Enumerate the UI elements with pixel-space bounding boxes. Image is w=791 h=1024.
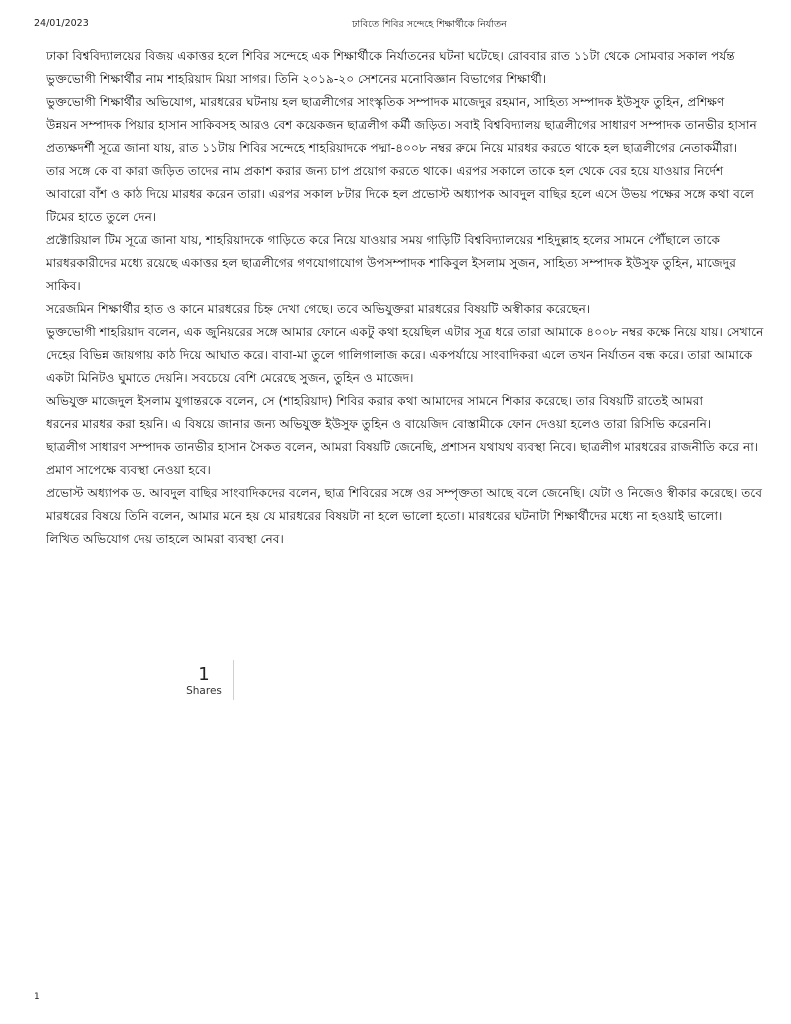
paragraph-line: ভুক্তভোগী শিক্ষার্থীর অভিযোগ, মারধরের ঘটনায় হল ছাত্রলীগের সাংস্কৃতিক সম্পাদক মাজেদুর রহমান, সাহিত্য সম্পাদক ইউসুফ তুহিন, প্রশিক্ষণ	[46, 95, 725, 109]
paragraph-line: উন্নয়ন সম্পাদক পিয়ার হাসান সাকিবসহ আরও বেশ কয়েকজন ছাত্রলীগ কর্মী জড়িত। সবাই বিশ্ববিদ্যালয় ছাত্রলীগের সাধারণ সম্পাদক তানভীর হাসান	[46, 118, 757, 132]
paragraph-line: প্রমাণ সাপেক্ষে ব্যবস্থা নেওয়া হবে।	[46, 463, 211, 477]
paragraph-6	[46, 390, 791, 436]
paragraph-line: আবারো বাঁশ ও কাঠ দিয়ে মারধর করেন তারা। এরপর সকাল ৮টার দিকে হল প্রভোস্ট অধ্যাপক আবদুল বাছির হলে এসে উভয় পক্ষের সঙ্গে কথা বলে	[46, 187, 754, 201]
paragraph-3	[46, 229, 791, 298]
paragraph-line: প্রভোস্ট অধ্যাপক ড. আবদুল বাছির সাংবাদিকদের বলেন, ছাত্র শিবিরের সঙ্গে ওর সম্পৃক্ততা আছে বলে জেনেছি। যেটা ও নিজেও স্বীকার করেছে। তবে	[46, 486, 763, 500]
article-title: ঢাবিতে শিবির সন্দেহে শিক্ষার্থীকে নির্যাতন	[352, 19, 507, 30]
paragraph-2	[46, 91, 791, 229]
paragraph-line: ধরনের মারধর করা হয়নি। এ বিষয়ে জানার জন্য অভিযুক্ত ইউসুফ তুহিন ও বায়েজিদ বোস্তামীকে ফোন দেওয়া হলেও তারা রিসিভি করেননি।	[46, 417, 712, 431]
paragraph-line: সরেজমিন শিক্ষার্থীর হাত ও কানে মারধরের চিহ্ন দেখা গেছে। তবে অভিযুক্তরা মারধরের বিষয়টি অস্বীকার করেছেন।	[46, 302, 591, 316]
print-date: 24/01/2023	[34, 18, 89, 29]
paragraph-line: লিখিত অভিযোগ দেয় তাহলে আমরা ব্যবস্থা নেব।	[46, 532, 284, 546]
paragraph-line: ভুক্তভোগী শিক্ষার্থীর নাম শাহরিয়াদ মিয়া সাগর। তিনি ২০১৯-২০ সেশনের মনোবিজ্ঞান বিভাগের শিক্ষার্থী।	[46, 72, 547, 86]
share-counter[interactable]	[175, 660, 234, 700]
article-body	[46, 45, 791, 560]
paragraph-line: প্রক্টোরিয়াল টিম সূত্রে জানা যায়, শাহরিয়াদকে গাড়িতে করে নিয়ে যাওয়ার সময় গাড়িটি বিশ্ববিদ্যালয়ের শহিদুল্লাহ হলের সামনে পৌঁছালে তাকে	[46, 233, 721, 247]
paragraph-line: সাকিব।	[46, 279, 81, 293]
paragraph-line: ভুক্তভোগী শাহরিয়াদ বলেন, এক জুনিয়রের সঙ্গে আমার ফোনে একটু কথা হয়েছিল এটার সূত্র ধরে তারা আমাকে ৪০০৮ নম্বর কক্ষে নিয়ে যায়। সেখানে	[46, 325, 764, 339]
paragraph-line: টিমের হাতে তুলে দেন।	[46, 210, 157, 224]
share-label: Shares	[186, 685, 222, 697]
print-header	[34, 18, 791, 34]
paragraph-7	[46, 436, 791, 482]
paragraph-line: মারধরের বিষয়ে তিনি বলেন, আমার মনে হয় যে মারধরের বিষয়টা না হলে ভালো হতো। মারধরের ঘটনাটা শিক্ষার্থীদের মধ্যে না হওয়াই ভালো।	[46, 509, 723, 523]
paragraph-line: ছাত্রলীগ সাধারণ সম্পাদক তানভীর হাসান সৈকত বলেন, আমরা বিষয়টি জেনেছি, প্রশাসন যথাযথ ব্যবস্থা নিবে। ছাত্রলীগ মারধরের রাজনীতি করে না।	[46, 440, 759, 454]
paragraph-line: ঢাকা বিশ্ববিদ্যালয়ের বিজয় একাত্তর হলে শিবির সন্দেহে এক শিক্ষার্থীকে নির্যাতনের ঘটনা ঘটেছে। রোববার রাত ১১টা থেকে সোমবার সকাল পর্যন্ত	[46, 49, 735, 63]
paragraph-line: দেহের বিভিন্ন জায়গায় কাঠ দিয়ে আঘাত করে। বাবা-মা তুলে গালিগালাজ করে। একপর্যায়ে সাংবাদিকরা এলে তখন নির্যাতন বন্ধ করে। তারা আমাকে	[46, 348, 753, 362]
paragraph-5	[46, 321, 791, 390]
paragraph-line: প্রত্যক্ষদর্শী সূত্রে জানা যায়, রাত ১১টায় শিবির সন্দেহে শাহরিয়াদকে পদ্মা-৪০০৮ নম্বর রুমে নিয়ে মারধর করতে থাকে হল ছাত্রলীগের নেতাকর্মীরা।	[46, 141, 738, 155]
paragraph-4	[46, 298, 791, 321]
paragraph-line: মারধরকারীদের মধ্যে রয়েছে একাত্তর হল ছাত্রলীগের গণযোগাযোগ উপসম্পাদক শাকিবুল ইসলাম সুজন, সাহিত্য সম্পাদক ইউসুফ তুহিন, মাজেদুর	[46, 256, 736, 270]
paragraph-line: অভিযুক্ত মাজেদুল ইসলাম যুগান্তরকে বলেন, সে (শাহরিয়াদ) শিবির করার কথা আমাদের সামনে শিকার করেছে। তার বিষয়টি রাতেই আমরা	[46, 394, 704, 408]
paragraph-8	[46, 482, 791, 551]
paragraph-line: একটা মিনিটও ঘুমাতে দেয়নি। সবচেয়ে বেশি মেরেছে সুজন, তুহিন ও মাজেদ।	[46, 371, 414, 385]
share-count: 1	[198, 664, 210, 685]
page-number: 1	[34, 992, 40, 1002]
paragraph-line: তার সঙ্গে কে বা কারা জড়িত তাদের নাম প্রকাশ করার জন্য চাপ প্রয়োগ করতে থাকে। এরপর সকালে তাকে হল থেকে বের হয়ে যাওয়ার নির্দেশ	[46, 164, 724, 178]
paragraph-1	[46, 45, 791, 91]
